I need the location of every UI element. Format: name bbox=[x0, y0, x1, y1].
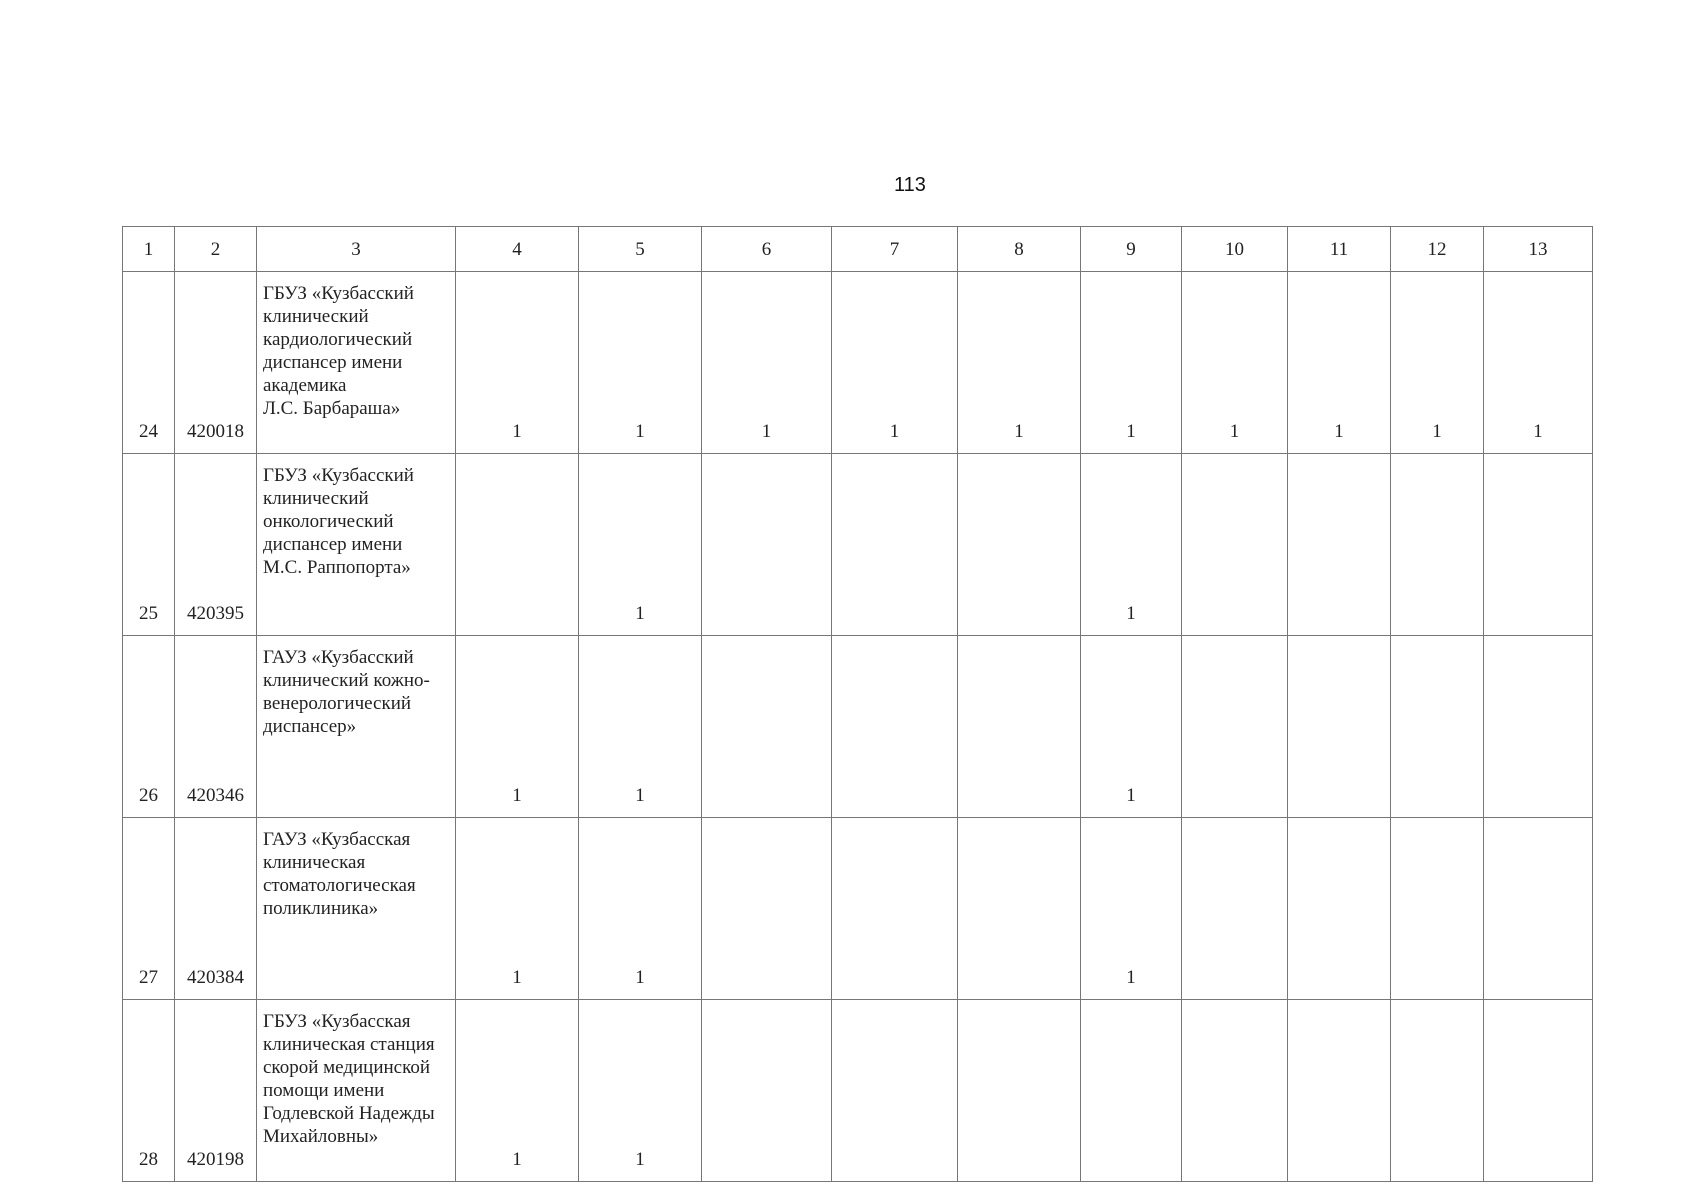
value-cell bbox=[1484, 818, 1593, 1000]
value-cell bbox=[702, 454, 832, 636]
organization-name: ГАУЗ «Кузбасский клинический кожно- венерологический диспансер» bbox=[263, 647, 430, 737]
value-cell bbox=[1288, 818, 1391, 1000]
value-cell bbox=[832, 818, 958, 1000]
column-header: 9 bbox=[1081, 227, 1182, 272]
header-row bbox=[123, 227, 1593, 272]
row-code: 420384 bbox=[175, 818, 257, 1000]
value-cell bbox=[1288, 1000, 1391, 1182]
value-cell: 1 bbox=[1182, 272, 1288, 454]
column-header: 12 bbox=[1391, 227, 1484, 272]
organization-name-cell bbox=[257, 636, 456, 818]
value-cell: 1 bbox=[702, 272, 832, 454]
value-cell bbox=[1391, 1000, 1484, 1182]
table-row bbox=[123, 272, 1593, 454]
value-cell bbox=[702, 1000, 832, 1182]
column-header: 6 bbox=[702, 227, 832, 272]
organization-name-cell bbox=[257, 1000, 456, 1182]
value-cell: 1 bbox=[1484, 272, 1593, 454]
value-cell: 1 bbox=[456, 636, 579, 818]
row-code: 420018 bbox=[175, 272, 257, 454]
column-header: 3 bbox=[257, 227, 456, 272]
value-cell bbox=[1182, 636, 1288, 818]
value-cell: 1 bbox=[579, 272, 702, 454]
value-cell bbox=[1391, 454, 1484, 636]
row-number: 26 bbox=[123, 636, 175, 818]
value-cell: 1 bbox=[1288, 272, 1391, 454]
value-cell: 1 bbox=[579, 454, 702, 636]
value-cell bbox=[958, 818, 1081, 1000]
row-code: 420346 bbox=[175, 636, 257, 818]
row-code: 420198 bbox=[175, 1000, 257, 1182]
organization-name: ГБУЗ «Кузбасский клинический онкологический диспансер имени М.С. Раппопорта» bbox=[263, 465, 414, 578]
value-cell: 1 bbox=[456, 272, 579, 454]
value-cell: 1 bbox=[1081, 636, 1182, 818]
value-cell: 1 bbox=[1081, 272, 1182, 454]
value-cell bbox=[1182, 454, 1288, 636]
organization-name-cell bbox=[257, 272, 456, 454]
value-cell bbox=[702, 818, 832, 1000]
value-cell bbox=[1288, 636, 1391, 818]
value-cell: 1 bbox=[832, 272, 958, 454]
row-number: 24 bbox=[123, 272, 175, 454]
column-header: 7 bbox=[832, 227, 958, 272]
value-cell bbox=[832, 454, 958, 636]
column-header: 4 bbox=[456, 227, 579, 272]
value-cell bbox=[456, 454, 579, 636]
column-header: 2 bbox=[175, 227, 257, 272]
value-cell bbox=[1288, 454, 1391, 636]
value-cell: 1 bbox=[1081, 454, 1182, 636]
value-cell: 1 bbox=[456, 1000, 579, 1182]
value-cell bbox=[1391, 636, 1484, 818]
value-cell: 1 bbox=[456, 818, 579, 1000]
value-cell bbox=[1391, 818, 1484, 1000]
value-cell bbox=[958, 454, 1081, 636]
value-cell: 1 bbox=[958, 272, 1081, 454]
column-header: 10 bbox=[1182, 227, 1288, 272]
value-cell: 1 bbox=[579, 636, 702, 818]
row-code: 420395 bbox=[175, 454, 257, 636]
organization-name: ГБУЗ «Кузбасская клиническая станция скорой медицинской помощи имени Годлевской Надежды Михайловны» bbox=[263, 1011, 435, 1147]
column-header: 5 bbox=[579, 227, 702, 272]
value-cell bbox=[1484, 1000, 1593, 1182]
organization-name: ГАУЗ «Кузбасская клиническая стоматологическая поликлиника» bbox=[263, 829, 416, 919]
table-row bbox=[123, 1000, 1593, 1182]
column-header: 1 bbox=[123, 227, 175, 272]
column-header: 11 bbox=[1288, 227, 1391, 272]
value-cell bbox=[702, 636, 832, 818]
page-number: 113 bbox=[894, 174, 926, 196]
value-cell: 1 bbox=[1081, 818, 1182, 1000]
organization-name-cell bbox=[257, 454, 456, 636]
value-cell bbox=[1484, 636, 1593, 818]
value-cell bbox=[832, 1000, 958, 1182]
row-number: 28 bbox=[123, 1000, 175, 1182]
value-cell bbox=[832, 636, 958, 818]
table-row bbox=[123, 818, 1593, 1000]
column-header: 8 bbox=[958, 227, 1081, 272]
column-header: 13 bbox=[1484, 227, 1593, 272]
value-cell: 1 bbox=[579, 818, 702, 1000]
value-cell bbox=[1182, 1000, 1288, 1182]
organization-name-cell bbox=[257, 818, 456, 1000]
value-cell bbox=[958, 1000, 1081, 1182]
table-row bbox=[123, 454, 1593, 636]
value-cell: 1 bbox=[1391, 272, 1484, 454]
value-cell bbox=[1182, 818, 1288, 1000]
row-number: 27 bbox=[123, 818, 175, 1000]
organization-name: ГБУЗ «Кузбасский клинический кардиологический диспансер имени академика Л.С. Барбараша» bbox=[263, 283, 414, 419]
value-cell bbox=[1484, 454, 1593, 636]
value-cell bbox=[1081, 1000, 1182, 1182]
value-cell bbox=[958, 636, 1081, 818]
data-table bbox=[122, 226, 1593, 1182]
row-number: 25 bbox=[123, 454, 175, 636]
table-row bbox=[123, 636, 1593, 818]
value-cell: 1 bbox=[579, 1000, 702, 1182]
